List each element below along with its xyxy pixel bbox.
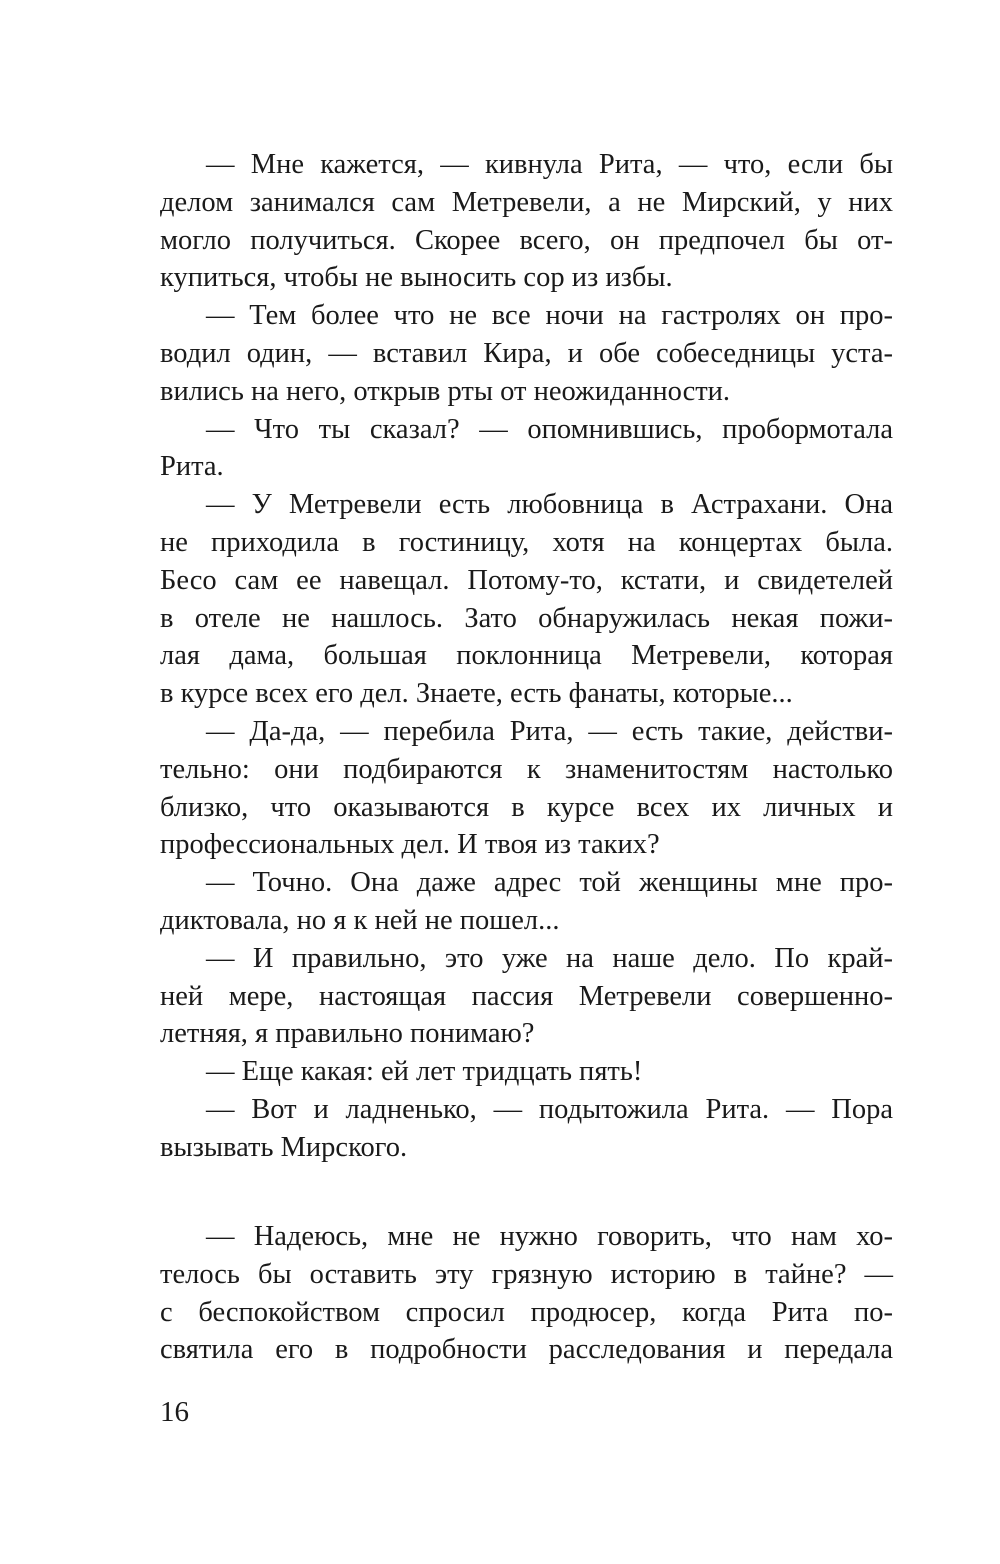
- text-line: в отеле не нашлось. Зато обнаружилась некая пожи-: [160, 602, 893, 634]
- text-line: святила его в подробности расследования и передала: [160, 1334, 893, 1366]
- text-line: купиться, чтобы не выносить сор из избы.: [160, 262, 673, 294]
- text-line: водил один, — вставил Кира, и обе собеседницы уста-: [160, 337, 893, 369]
- text-line: — У Метревели есть любовница в Астрахани. Она: [206, 489, 893, 521]
- text-line: — Да-да, — перебила Рита, — есть такие, действи-: [206, 715, 893, 747]
- text-line: лая дама, большая поклонница Метревели, которая: [160, 640, 893, 672]
- text-line: близко, что оказываются в курсе всех их личных и: [160, 791, 893, 823]
- text-line: тельно: они подбираются к знаменитостям настолько: [160, 753, 893, 785]
- text-line: вызывать Мирского.: [160, 1131, 408, 1163]
- text-line: — Мне кажется, — кивнула Рита, — что, если бы: [206, 149, 893, 180]
- paragraph: [160, 940, 893, 1053]
- paragraph: [160, 297, 893, 410]
- text-line: с беспокойством спросил продюсер, когда Рита по-: [160, 1296, 893, 1328]
- text-line: — Точно. Она даже адрес той женщины мне про-: [206, 867, 893, 899]
- text-line: — Вот и ладненько, — подытожила Рита. — Пора: [206, 1093, 893, 1125]
- text-line: делом занимался сам Метревели, а не Мирский, у них: [160, 186, 893, 218]
- text-line: в курсе всех его дел. Знаете, есть фанаты, которые...: [160, 678, 793, 710]
- text-line: — Тем более что не все ночи на гастролях он про-: [206, 300, 893, 332]
- text-line: диктовала, но я к ней не пошел...: [160, 904, 560, 936]
- paragraph: [160, 1091, 893, 1167]
- text-line: профессиональных дел. И твоя из таких?: [160, 829, 660, 861]
- text-line: могло получиться. Скорее всего, он предпочел бы от-: [160, 224, 893, 256]
- text-line: ней мере, настоящая пассия Метревели совершенно-: [160, 980, 893, 1012]
- paragraph: [160, 146, 893, 297]
- text-line: — Еще какая: ей лет тридцать пять!: [206, 1056, 643, 1088]
- text-line: Бесо сам ее навещал. Потому-то, кстати, и свидетелей: [160, 564, 893, 596]
- text-section-bottom: [160, 1218, 893, 1369]
- paragraph: [160, 1053, 893, 1091]
- text-line: — Что ты сказал? — опомнившись, пробормотала: [206, 413, 893, 445]
- paragraph: [160, 713, 893, 864]
- text-line: — И правильно, это уже на наше дело. По край-: [206, 942, 893, 974]
- text-line: летняя, я правильно понимаю?: [160, 1018, 535, 1050]
- text-line: не приходила в гостиницу, хотя на концертах была.: [160, 526, 893, 558]
- paragraph: [160, 864, 893, 940]
- text-section-top: [160, 146, 893, 1167]
- paragraph: [160, 1218, 893, 1369]
- page-number: 16: [160, 1396, 189, 1428]
- paragraph: [160, 486, 893, 713]
- text-line: телось бы оставить эту грязную историю в тайне? —: [160, 1258, 893, 1290]
- text-line: Рита.: [160, 451, 224, 483]
- text-line: вились на него, открыв рты от неожиданности.: [160, 375, 731, 407]
- paragraph: [160, 411, 893, 487]
- text-line: — Надеюсь, мне не нужно говорить, что нам хо-: [206, 1221, 893, 1252]
